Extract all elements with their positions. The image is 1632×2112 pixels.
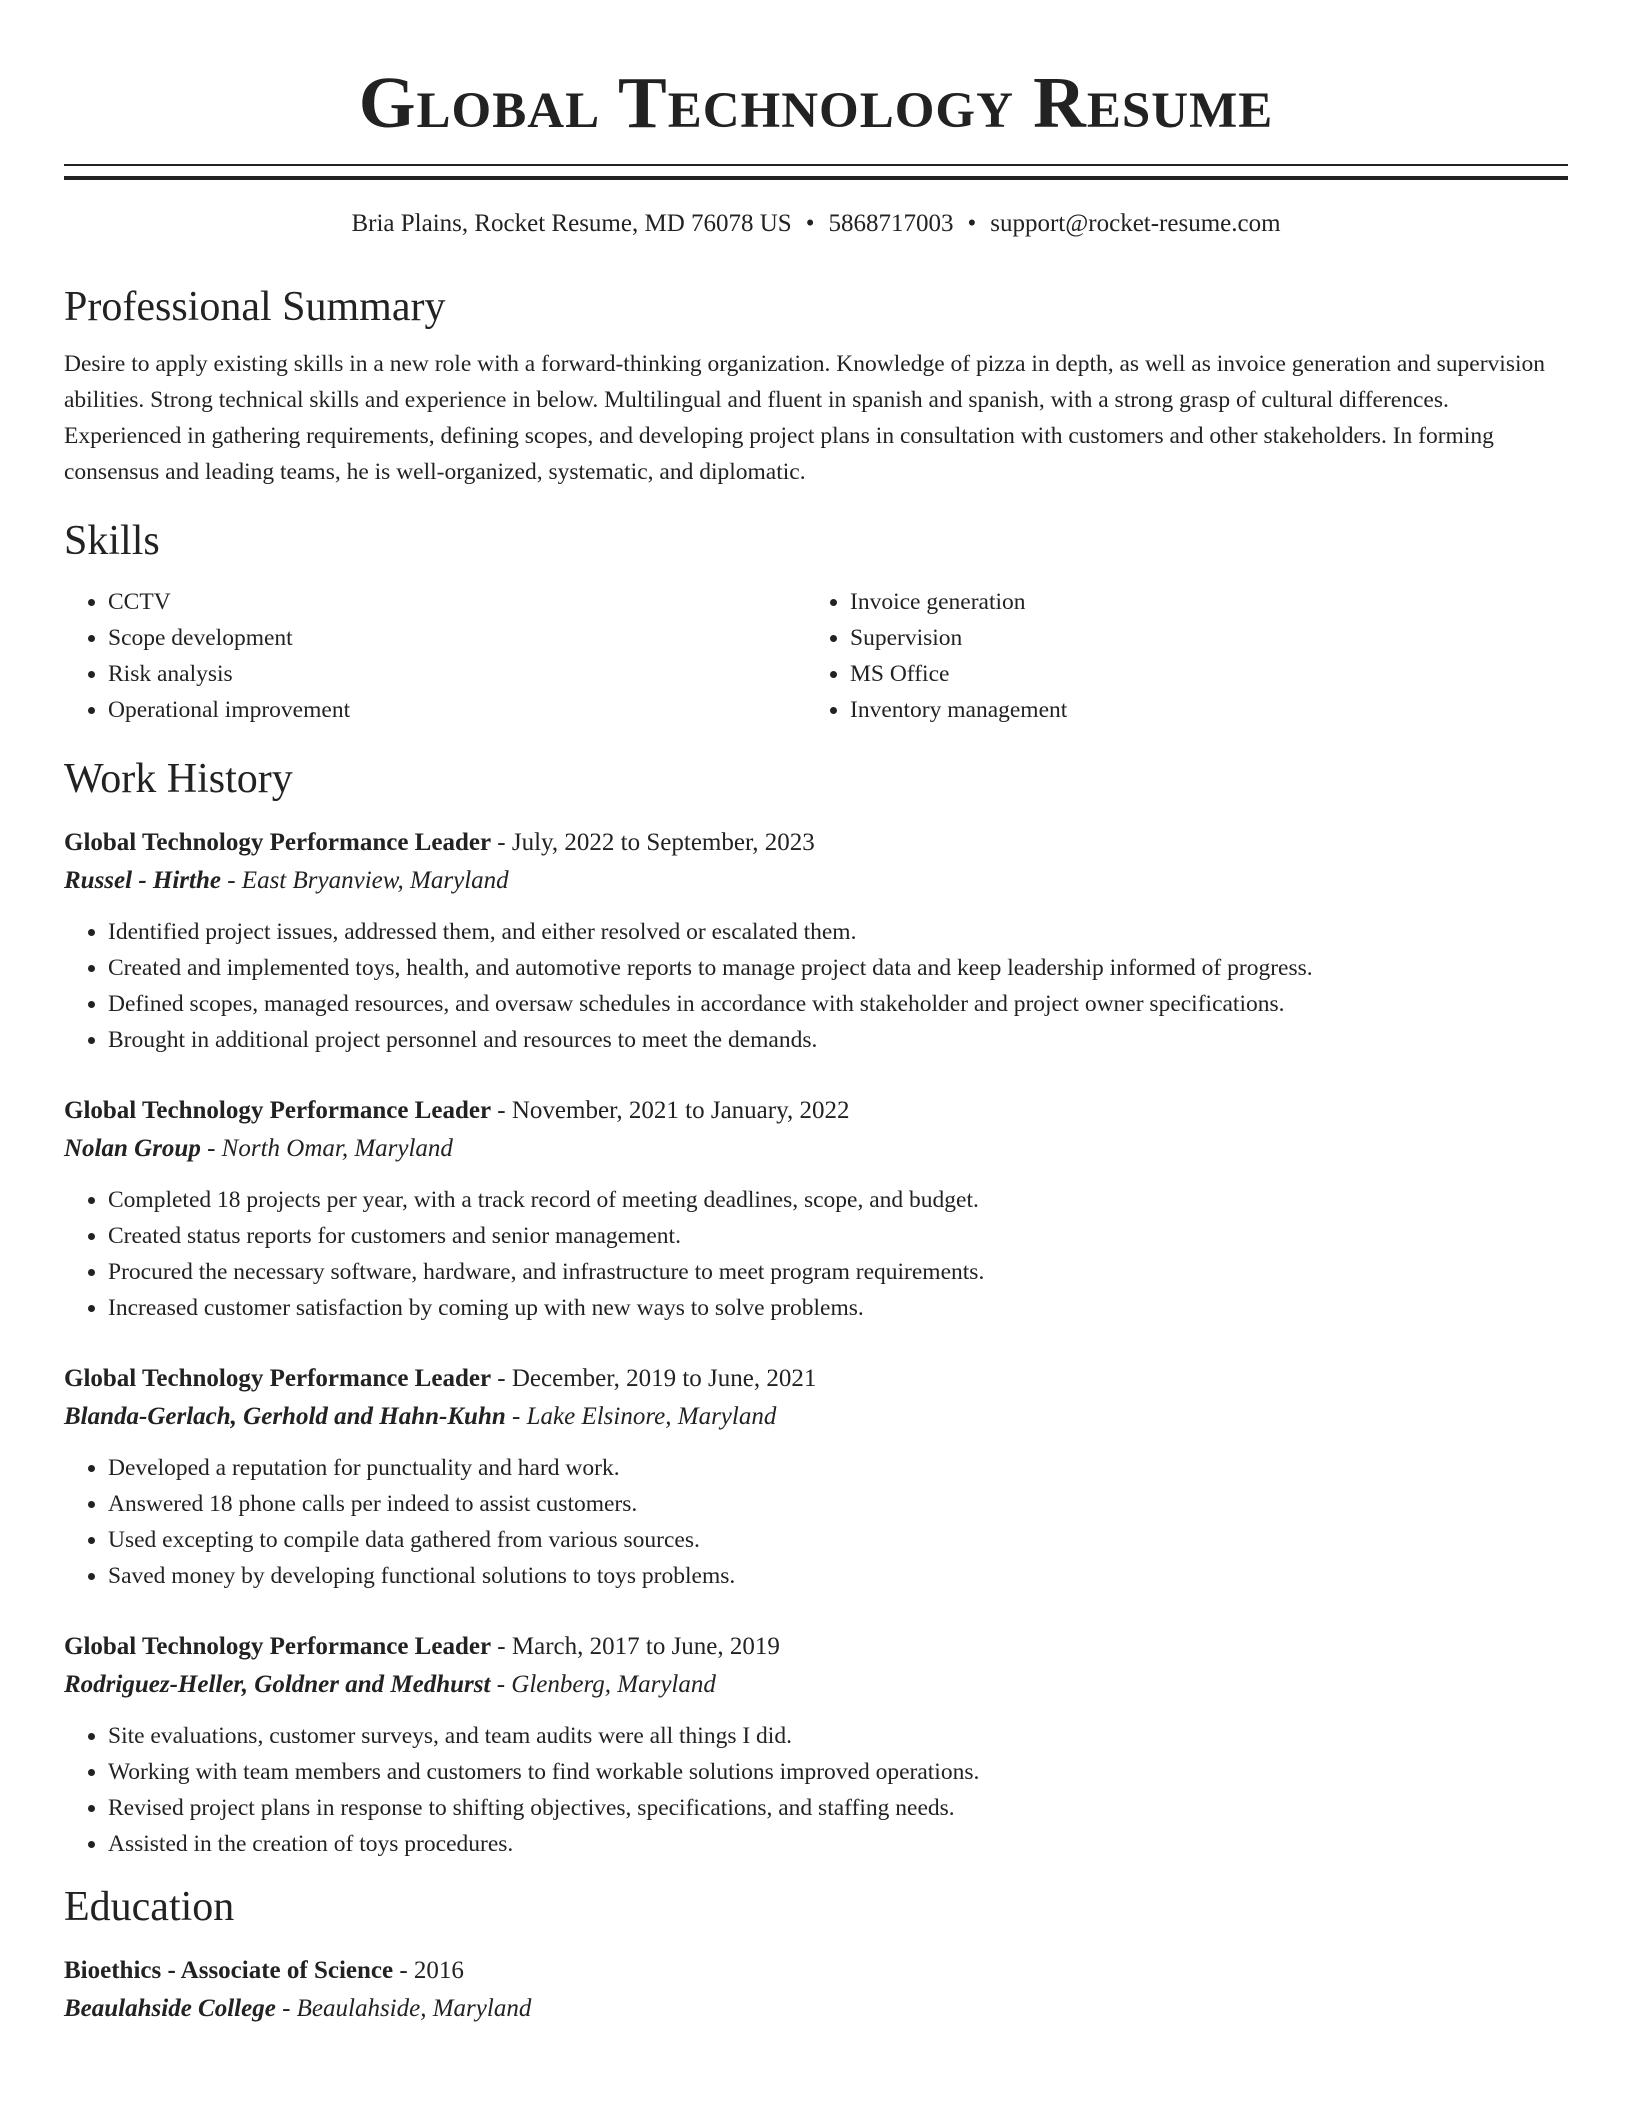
job-location: - East Bryanview, Maryland	[220, 867, 509, 894]
job-bullet: • Answered 18 phone calls per indeed to assist customers.	[108, 1486, 1568, 1522]
job-company: Russel - Hirthe	[64, 867, 221, 894]
skill-item: • CCTV	[108, 584, 806, 620]
job-company: Rodriguez-Heller, Goldner and Medhurst	[64, 1671, 491, 1698]
job-header	[64, 824, 1568, 862]
education-school: Beaulahside College	[64, 1995, 276, 2022]
education-section	[64, 1882, 1568, 2028]
skill-item: • Inventory management	[850, 692, 1548, 728]
job-bullet: • Revised project plans in response to shifting objectives, specifications, and staffing needs.	[108, 1790, 1568, 1826]
job-bullet: • Increased customer satisfaction by coming up with new ways to solve problems.	[108, 1290, 1568, 1326]
skill-item: • MS Office	[850, 656, 1548, 692]
contact-separator: •	[967, 210, 977, 237]
job-location: - Lake Elsinore, Maryland	[505, 1403, 777, 1430]
job-header	[64, 1360, 1568, 1398]
section-heading-summary: Professional Summary	[64, 284, 446, 330]
resume-page	[64, 0, 1568, 2028]
job-company: Blanda-Gerlach, Gerhold and Hahn-Kuhn	[64, 1403, 506, 1430]
job-bullet: • Working with team members and customers to find workable solutions improved operations.	[108, 1754, 1568, 1790]
job-employer	[64, 862, 1568, 900]
job-dates: - March, 2017 to June, 2019	[491, 1633, 780, 1660]
job-bullet: • Used excepting to compile data gathered from various sources.	[108, 1522, 1568, 1558]
resume-title: Global Technology Resume	[358, 62, 1274, 143]
education-entry	[64, 1952, 1568, 2028]
job-entry	[64, 824, 1568, 1058]
skill-item: • Invoice generation	[850, 584, 1548, 620]
job-bullet: • Saved money by developing functional solutions to toys problems.	[108, 1558, 1568, 1594]
contact-separator: •	[805, 210, 815, 237]
job-header	[64, 1628, 1568, 1666]
skills-columns	[64, 584, 1568, 728]
job-dates: - November, 2021 to January, 2022	[491, 1097, 850, 1124]
job-dates: - December, 2019 to June, 2021	[491, 1365, 817, 1392]
work-history-section	[64, 754, 1568, 1862]
contact-email: support@rocket-resume.com	[990, 210, 1281, 237]
job-title: Global Technology Performance Leader	[64, 1365, 492, 1392]
job-bullets	[64, 914, 1568, 1058]
job-title: Global Technology Performance Leader	[64, 1633, 492, 1660]
skill-item: • Scope development	[108, 620, 806, 656]
contact-phone: 5868717003	[828, 210, 954, 237]
job-bullets	[64, 1182, 1568, 1326]
job-bullet: • Defined scopes, managed resources, and oversaw schedules in accordance with stakeholder and project owner specifications.	[108, 986, 1568, 1022]
job-location: - Glenberg, Maryland	[490, 1671, 716, 1698]
job-dates: - July, 2022 to September, 2023	[491, 829, 815, 856]
section-heading-education: Education	[64, 1884, 235, 1930]
job-entry	[64, 1092, 1568, 1326]
summary-text: Desire to apply existing skills in a new role with a forward-thinking organization. Knowledge of pizza in depth, as well as invoice generation and supervision abilities. Strong technical skills and experience in below. Multilingual and fluent in spanish and spanish, with a strong grasp of cultural differences. Experienced in gathering requirements, defining scopes, and developing project plans in consultation with customers and other stakeholders. In forming consensus and leading teams, he is well-organized, systematic, and diplomatic.	[64, 351, 1545, 485]
job-employer	[64, 1398, 1568, 1436]
job-employer	[64, 1666, 1568, 1704]
job-entry	[64, 1360, 1568, 1594]
contact-address: Bria Plains, Rocket Resume, MD 76078 US	[351, 210, 792, 237]
education-year: - 2016	[393, 1957, 464, 1984]
education-institution	[64, 1990, 1568, 2028]
skill-item: • Supervision	[850, 620, 1548, 656]
job-bullets	[64, 1718, 1568, 1862]
job-bullet: • Developed a reputation for punctuality and hard work.	[108, 1450, 1568, 1486]
skills-section	[64, 516, 1568, 728]
title-divider	[64, 164, 1568, 180]
job-bullet: • Procured the necessary software, hardware, and infrastructure to meet program requirements.	[108, 1254, 1568, 1290]
job-bullet: • Brought in additional project personnel and resources to meet the demands.	[108, 1022, 1568, 1058]
job-bullet: • Assisted in the creation of toys procedures.	[108, 1826, 1568, 1862]
job-bullet: • Identified project issues, addressed them, and either resolved or escalated them.	[108, 914, 1568, 950]
skills-list-left	[64, 584, 806, 728]
job-bullets	[64, 1450, 1568, 1594]
job-bullet: • Completed 18 projects per year, with a track record of meeting deadlines, scope, and budget.	[108, 1182, 1568, 1218]
section-heading-skills: Skills	[64, 518, 160, 564]
job-title: Global Technology Performance Leader	[64, 1097, 492, 1124]
job-bullet: • Site evaluations, customer surveys, and team audits were all things I did.	[108, 1718, 1568, 1754]
job-bullet: • Created status reports for customers and senior management.	[108, 1218, 1568, 1254]
job-employer	[64, 1130, 1568, 1168]
job-title: Global Technology Performance Leader	[64, 829, 492, 856]
skills-list-right	[806, 584, 1548, 728]
job-location: - North Omar, Maryland	[200, 1135, 453, 1162]
job-header	[64, 1092, 1568, 1130]
professional-summary-section	[64, 282, 1568, 490]
education-location: - Beaulahside, Maryland	[275, 1995, 532, 2022]
contact-line	[64, 208, 1568, 240]
education-header	[64, 1952, 1568, 1990]
education-degree: Bioethics - Associate of Science	[64, 1957, 394, 1984]
job-company: Nolan Group	[64, 1135, 201, 1162]
section-heading-work: Work History	[64, 756, 293, 802]
skill-item: • Risk analysis	[108, 656, 806, 692]
job-entry	[64, 1628, 1568, 1862]
job-bullet: • Created and implemented toys, health, and automotive reports to manage project data and keep leadership informed of progress.	[108, 950, 1568, 986]
skill-item: • Operational improvement	[108, 692, 806, 728]
